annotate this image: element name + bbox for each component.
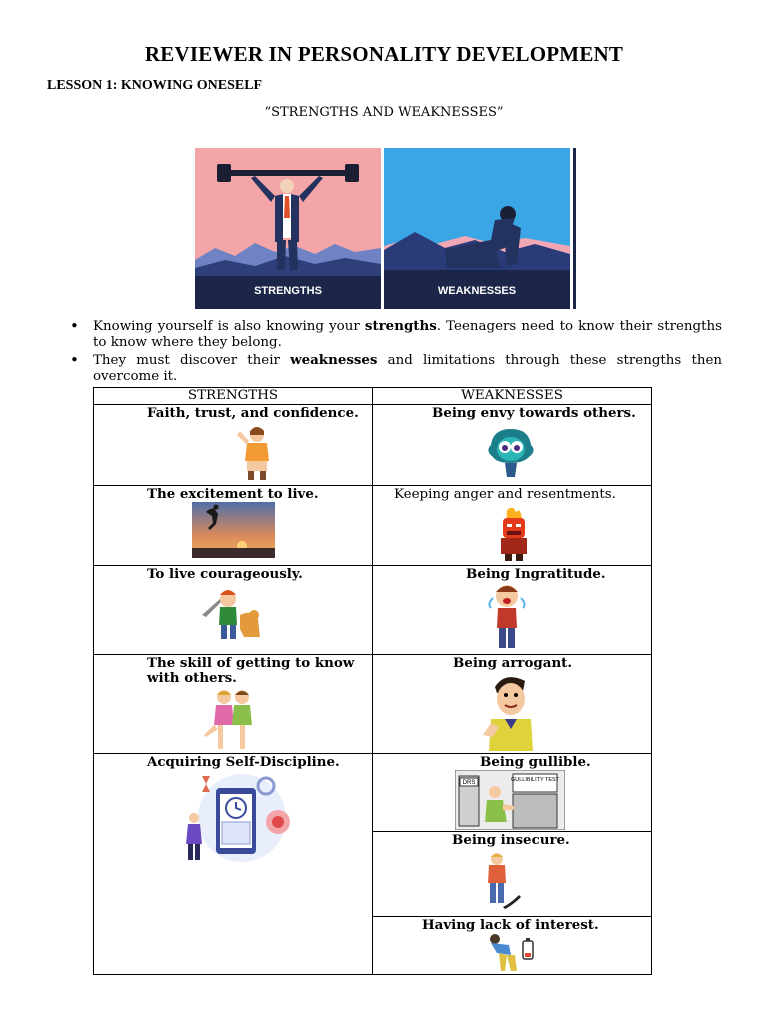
lesson-heading: LESSON 1: KNOWING ONESELF bbox=[47, 78, 263, 93]
weakness-label: Being insecure. bbox=[452, 832, 570, 848]
strength-label: The excitement to live. bbox=[147, 486, 319, 502]
insecure-boy-icon bbox=[483, 851, 523, 913]
weakness-cell bbox=[373, 655, 651, 753]
strength-cell bbox=[94, 486, 372, 565]
gullibility-test-cartoon-icon bbox=[455, 770, 565, 830]
strengths-weaknesses-banner bbox=[195, 148, 576, 309]
weakness-cell bbox=[373, 405, 651, 485]
weakness-cell bbox=[373, 566, 651, 654]
weakness-label: Keeping anger and resentments. bbox=[394, 487, 616, 502]
strength-label: Faith, trust, and confidence. bbox=[147, 405, 359, 421]
anger-character-icon bbox=[493, 506, 535, 562]
envy-character-icon bbox=[483, 425, 539, 481]
strength-label: Acquiring Self-Discipline. bbox=[147, 754, 340, 770]
weakness-label: Being arrogant. bbox=[453, 655, 573, 671]
header-strengths: STRENGTHS bbox=[94, 388, 373, 405]
weakness-cell bbox=[373, 832, 651, 916]
weakness-label: Being gullible. bbox=[480, 754, 591, 770]
strength-cell bbox=[94, 566, 372, 654]
bullet-item: • They must discover their weaknesses and limitations through these strengths then overcome it. bbox=[70, 351, 722, 384]
arrogant-man-icon bbox=[481, 673, 537, 753]
weakness-label: Being envy towards others. bbox=[432, 405, 636, 421]
dr-sign: DRS bbox=[462, 780, 476, 786]
gullibility-sign: GULLIBILITY TEST bbox=[510, 777, 560, 783]
banner-caption-weaknesses: WEAKNESSES bbox=[437, 285, 517, 297]
brave-boy-with-dog-icon bbox=[200, 585, 264, 645]
strengths-weaknesses-table bbox=[93, 387, 652, 975]
weakness-cell bbox=[373, 486, 651, 565]
self-discipline-planner-icon bbox=[172, 772, 298, 868]
strength-label: The skill of getting to know with others. bbox=[147, 655, 355, 686]
bullet-item: • Knowing yourself is also knowing your strengths. Teenagers need to know their strengths to know where they belong. bbox=[70, 317, 722, 350]
page-title: REVIEWER IN PERSONALITY DEVELOPMENT bbox=[144, 42, 624, 66]
strength-cell bbox=[94, 655, 372, 753]
strength-cell bbox=[94, 405, 372, 485]
crying-boy-icon bbox=[485, 582, 529, 652]
two-girls-hugging-icon bbox=[202, 687, 264, 753]
bullet-list bbox=[70, 318, 722, 386]
header-weaknesses: WEAKNESSES bbox=[373, 388, 652, 405]
weakness-cell bbox=[373, 917, 651, 974]
confident-girl-icon bbox=[231, 425, 281, 481]
strength-label: To live courageously. bbox=[147, 566, 303, 582]
banner-caption-strengths: STRENGTHS bbox=[254, 285, 322, 297]
weakness-label: Having lack of interest. bbox=[422, 917, 599, 933]
jumping-sunset-icon bbox=[192, 502, 275, 558]
section-subtitle: “STRENGTHS AND WEAKNESSES” bbox=[264, 105, 504, 120]
strength-cell bbox=[94, 754, 372, 972]
weakness-cell bbox=[373, 754, 651, 831]
weakness-label: Being Ingratitude. bbox=[466, 566, 606, 582]
tired-person-low-battery-icon bbox=[485, 933, 537, 973]
